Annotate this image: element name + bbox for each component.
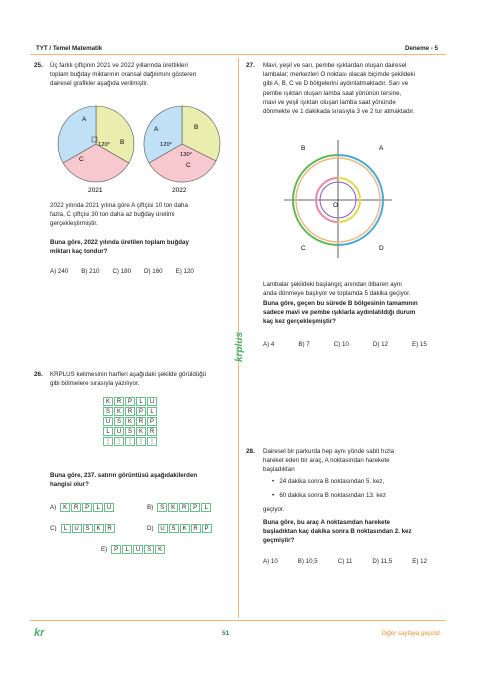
center-o-label: O	[333, 202, 339, 209]
q27-option[interactable]: C) 10	[333, 341, 349, 348]
grid-cell: R	[136, 417, 146, 426]
grid-cell: S	[125, 427, 135, 436]
exam-title: Deneme - 5	[404, 45, 438, 52]
q28-option[interactable]: A) 10	[263, 558, 278, 565]
q26-question	[50, 471, 197, 489]
q27-number: 27.	[246, 62, 255, 69]
option-cells	[61, 524, 116, 533]
q28-question-line: Buna göre, bu araç A noktasından harekete	[263, 519, 391, 526]
q28-option[interactable]: C) 11	[337, 558, 353, 565]
q27-body-line: anda dönmeye başlıyor ve toplamda 5 dakika geçiyor.	[263, 290, 411, 298]
page-number: 51	[222, 630, 230, 637]
option-cell: P	[202, 524, 212, 533]
q26-option-e[interactable]	[101, 545, 166, 554]
q26-question-line: Buna göre, 237. satırın görüntüsü aşağıdakilerden	[50, 472, 198, 479]
grid-cell: S	[103, 407, 113, 416]
q25-intro	[50, 61, 196, 89]
region-a-label: A	[379, 145, 384, 152]
option-cell: S	[169, 524, 179, 533]
option-cell: P	[111, 545, 121, 554]
q25-option[interactable]: C) 180	[112, 268, 132, 275]
q28-question	[263, 518, 412, 546]
option-cell: R	[179, 503, 189, 512]
option-letter: A)	[50, 504, 57, 511]
krplus-vertical-logo	[228, 318, 248, 364]
q25-body	[50, 201, 188, 229]
grid-cell: R	[125, 407, 135, 416]
q25-option[interactable]: B) 210	[81, 268, 100, 275]
q26-intro-line: gibi bölmelere sırasıyla yazılıyor.	[50, 380, 140, 388]
pie-2022-angle-c: 130°	[180, 152, 192, 158]
q28-bullet-text: 60 dakika sonra B noktasından 13. kez	[279, 492, 386, 499]
grid-cell: L	[136, 397, 146, 406]
pie-2022	[144, 106, 220, 182]
q28-number: 28.	[246, 448, 255, 455]
option-cell: K	[94, 524, 104, 533]
q28-bullet: • 24 dakika sonra B noktasından 5. kez,	[272, 478, 385, 485]
pie-2022-label-a: A	[154, 126, 159, 133]
pie-2022-label-b: B	[194, 124, 199, 131]
subject-title: TYT / Temel Matematik	[36, 45, 103, 52]
option-cell: K	[180, 524, 190, 533]
option-letter: D)	[147, 525, 154, 532]
option-cell: L	[61, 524, 71, 533]
q27-intro-line: dönmekte ve 1 dakikada sırasıyla 3 ve 2 tur atmaktadır.	[263, 108, 415, 116]
q28-bullet-text: 24 dakika sonra B noktasından 5. kez,	[279, 478, 385, 485]
option-letter: B)	[147, 504, 154, 511]
q26-intro-line: KRPLUS kelimesinin harfleri aşağıdaki şekilde görüldüğü	[50, 371, 207, 378]
option-letter: C)	[50, 525, 57, 532]
pie-2021-label-b: B	[120, 139, 125, 146]
q25-question-line: miktarı kaç tondur?	[50, 248, 108, 256]
region-d-label: D	[379, 245, 384, 252]
q26-option-b[interactable]	[147, 503, 212, 512]
region-c-label: C	[301, 245, 306, 252]
option-cell: U	[133, 545, 143, 554]
option-cell: K	[155, 545, 165, 554]
q26-option-d[interactable]	[147, 524, 213, 533]
option-cell: S	[144, 545, 154, 554]
q27-option[interactable]: A) 4	[263, 341, 275, 348]
pie-2021-angle: 120°	[98, 142, 110, 148]
grid-cell: U	[147, 397, 157, 406]
pie-2021-label-a: A	[82, 116, 87, 123]
q28-option[interactable]: E) 12	[412, 558, 428, 565]
grid-cell: K	[125, 417, 135, 426]
q25-question	[50, 238, 189, 256]
q25-option[interactable]: A) 240	[50, 268, 69, 275]
pie-2021-year: 2021	[88, 187, 103, 194]
q27-intro-line: mavi ve yeşil ışıktan oluşan lamba saat yönünde	[263, 98, 396, 106]
option-cell: K	[168, 503, 178, 512]
option-cells	[111, 545, 166, 554]
grid-cell: K	[103, 397, 113, 406]
option-cell: U	[104, 503, 114, 512]
q28-question-line: geçmiştir?	[263, 537, 295, 545]
q26-option-a[interactable]	[50, 503, 115, 512]
q25-intro-line: toplam buğday miktarının oransal dağılımını gösteren	[50, 71, 197, 79]
q27-intro-line: Mavi, yeşil ve sarı, pembe ışıklardan oluşan dairesel	[263, 62, 407, 69]
page-header	[30, 42, 446, 55]
option-cells	[60, 503, 115, 512]
q28-intro-line: başladıktan	[263, 466, 295, 474]
q27-intro-line: pembe ışıktan oluşan lamba saat yönünün tersine,	[263, 89, 402, 97]
q26-intro	[50, 370, 206, 388]
q27-option[interactable]: B) 7	[298, 341, 310, 348]
pie-2022-year: 2022	[172, 187, 187, 194]
grid-cell: L	[147, 407, 157, 416]
q27-question	[263, 299, 418, 327]
q28-option[interactable]: B) 10,5	[297, 558, 318, 565]
q28-bullet: • 60 dakika sonra B noktasından 13. kez	[272, 492, 386, 499]
grid-cell: P	[147, 417, 157, 426]
q28-intro-line: Dairesel bir parkurda hep aynı yönde sabit hızla	[263, 448, 395, 455]
option-cell: R	[105, 524, 115, 533]
option-cell: U	[72, 524, 82, 533]
q28-options	[263, 558, 440, 565]
grid-cell: P	[136, 407, 146, 416]
grid-cell: ⋮	[127, 439, 133, 445]
grid-cell: S	[114, 417, 124, 426]
grid-cell: ⋮	[116, 439, 122, 445]
option-cell: S	[83, 524, 93, 533]
grid-cell: U	[114, 427, 124, 436]
q27-intro-line: lambalar; merkezleri O noktası olacak biçimde şekildeki	[263, 71, 415, 79]
letter-grid	[103, 397, 163, 452]
grid-cell: ⋮	[138, 439, 144, 445]
q25-option[interactable]: E) 120	[175, 268, 194, 275]
pie-2021-label-c: C	[79, 156, 84, 163]
q26-option-c[interactable]	[50, 524, 116, 533]
lamp-diagram	[284, 140, 394, 260]
q27-body	[263, 280, 411, 298]
q25-options	[50, 268, 207, 275]
grid-cell: ⋮	[105, 439, 111, 445]
krplus-logo-text: krplus	[234, 331, 245, 362]
q27-option[interactable]: D) 12	[372, 341, 388, 348]
option-letter: E)	[101, 546, 108, 553]
q28-after: geçiyor.	[263, 506, 285, 513]
grid-cell: L	[103, 427, 113, 436]
q25-intro-line: Üç farklı çiftçinin 2021 ve 2022 yıllarında ürettikleri	[50, 62, 188, 69]
q25-option[interactable]: D) 160	[144, 268, 163, 275]
q25-body-line: fazla, C çiftçisi 30 ton daha az buğday üretimi	[50, 211, 175, 219]
q27-options	[263, 341, 440, 348]
option-cell: R	[191, 524, 201, 533]
option-cell: P	[82, 503, 92, 512]
option-cell: L	[201, 503, 211, 512]
q27-option[interactable]: E) 15	[412, 341, 427, 348]
q25-intro-line: dairesel grafikler aşağıda verilmiştir.	[50, 80, 149, 88]
grid-cell: ⋮	[149, 439, 155, 445]
grid-cell: R	[114, 397, 124, 406]
q27-body-line: Lambalar şekildeki başlangıç anından itibaren aynı	[263, 281, 402, 288]
q25-number: 25.	[34, 62, 43, 69]
region-b-label: B	[301, 145, 306, 152]
grid-cell: K	[114, 407, 124, 416]
grid-cell: R	[147, 427, 157, 436]
q27-intro	[263, 61, 415, 116]
q28-option[interactable]: D) 11,5	[372, 558, 393, 565]
q27-intro-line: gibi A, B, C ve D bölgelerini aydınlatmaktadır. Sarı ve	[263, 80, 409, 88]
option-cell: S	[157, 503, 167, 512]
option-cells	[157, 503, 212, 512]
option-cell: L	[122, 545, 132, 554]
pie-2022-label-c: C	[186, 162, 191, 169]
q25-body-line: 2022 yılında 2021 yılına göre A çiftçisi 10 ton daha	[50, 202, 188, 209]
q28-question-line: başladıktan kaç dakika sonra B noktasından 2. kez	[263, 528, 412, 536]
next-page-note: Diğer sayfaya geçiniz.	[381, 630, 442, 637]
option-cell: K	[60, 503, 70, 512]
brand-logo: kr	[34, 627, 45, 639]
q28-intro	[263, 447, 394, 475]
grid-cell: U	[103, 417, 113, 426]
q28-intro-line: hareket eden bir araç, A noktasından harekete	[263, 457, 390, 465]
pie-2021	[58, 106, 134, 182]
q26-question-line: hangisi olur?	[50, 481, 89, 489]
q27-question-line: sadece mavi ve pembe ışıklarla aydınlatıldığı durum	[263, 309, 416, 317]
q27-question-line: kaç kez gerçekleşmiştir?	[263, 318, 336, 326]
option-cell: P	[190, 503, 200, 512]
option-cell: U	[158, 524, 168, 533]
pie-2022-angle-a: 120°	[160, 142, 172, 148]
pie-charts	[50, 104, 230, 194]
q25-body-line: gerçekleştirmiştir.	[50, 220, 98, 228]
q27-question-line: Buna göre, geçen bu sürede B bölgesinin tamamının	[263, 300, 418, 307]
grid-cell: P	[125, 397, 135, 406]
option-cells	[158, 524, 213, 533]
q25-question-line: Buna göre, 2022 yılında üretilen toplam buğday	[50, 239, 189, 246]
option-cell: R	[71, 503, 81, 512]
grid-cell: K	[136, 427, 146, 436]
q26-number: 26.	[34, 371, 43, 378]
option-cell: L	[93, 503, 103, 512]
